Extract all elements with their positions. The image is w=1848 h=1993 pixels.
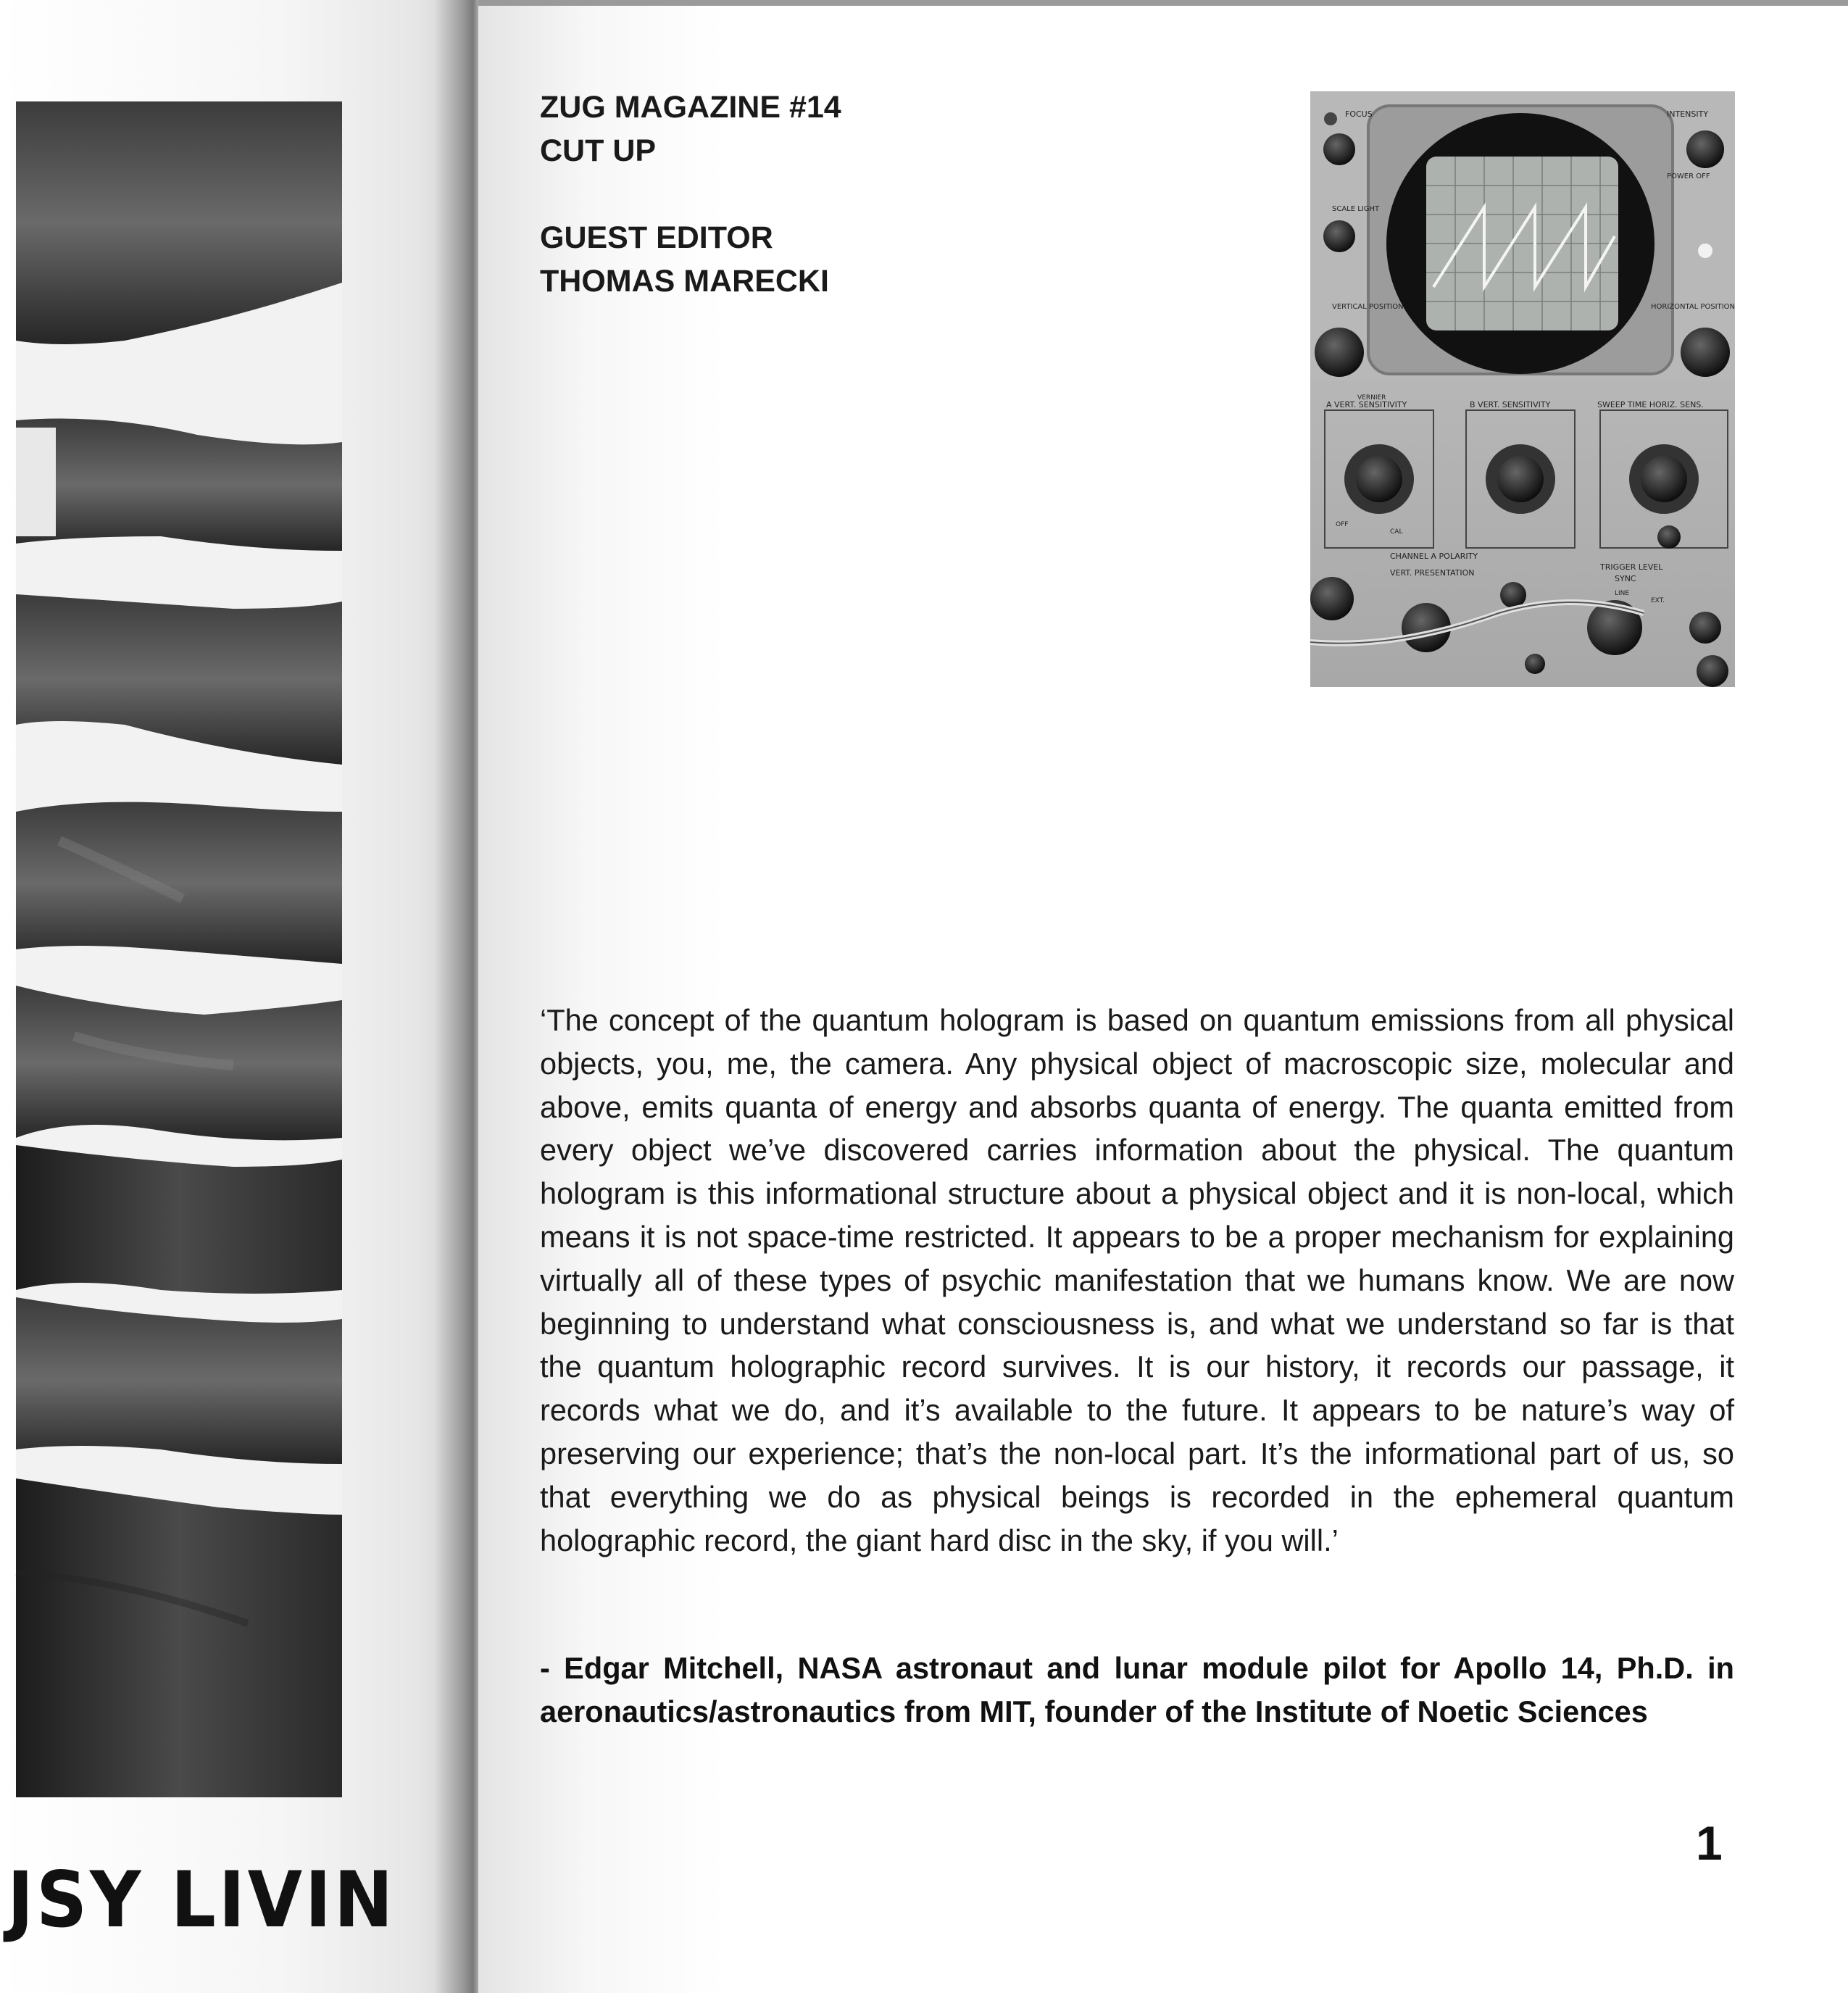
scale-light-label: SCALE LIGHT xyxy=(1332,205,1380,213)
sync-label: SYNC xyxy=(1615,574,1636,583)
issue-theme: CUT UP xyxy=(540,133,657,168)
arm-4 xyxy=(16,802,342,964)
quote-text: ‘The concept of the quantum hologram is based on quantum emissions from all physical objects, you, me, the camera. Any physical object of macroscopic size, molecular and above, emits quanta of energy and absorbs quanta of energy. The quanta emitted from every object we’ve discovered carries information about the physical. The quantum hologram is this informational structure about a physical object and it is non-local, which means it is not space-time restricted. It appears to be a proper mechanism for explaining virtually all of these types of psychic manifestation that we humans know. We are now beginning to understand what consciousness is, and what we understand so far is that the quantum holographic record survives. It is our history, it records our passage, it records what we do, and it’s available to the future. It appears to be nature’s way of preserving our experience; that’s the non-local part. It’s the informational part of us, so that everything we do as physical beings is recorded in the ephemeral quantum holographic record, the giant hard disc in the sky, if you will.’ xyxy=(540,1003,1734,1557)
power-off-label: POWER OFF xyxy=(1667,172,1710,180)
ext-label: EXT. xyxy=(1651,597,1665,604)
guest-editor-name: THOMAS MARECKI xyxy=(540,264,829,299)
vernier-label: VERNIER xyxy=(1357,394,1386,401)
cal-label: CAL xyxy=(1390,528,1403,536)
trigger-level-label: TRIGGER LEVEL xyxy=(1600,562,1663,572)
quote-attribution: - Edgar Mitchell, NASA astronaut and lunar module pilot for Apollo 14, Ph.D. in aeronautics/astronautics from MIT, founder of the Institute of Noetic Sciences xyxy=(540,1651,1734,1728)
intensity-label: INTENSITY xyxy=(1667,109,1709,119)
sweep-time-label: SWEEP TIME HORIZ. SENS. xyxy=(1597,400,1704,409)
page-number: 1 xyxy=(1696,1816,1723,1870)
focus-label: FOCUS xyxy=(1345,109,1373,119)
magazine-title: ZUG MAGAZINE #14 xyxy=(540,90,841,125)
b-vert-sensitivity-label: B VERT. SENSITIVITY xyxy=(1470,400,1551,409)
a-vert-sensitivity-label: A VERT. SENSITIVITY xyxy=(1326,400,1407,409)
arm-8 xyxy=(16,1478,342,1797)
left-page-bottom-text: JSY LIVIN xyxy=(7,1855,396,1944)
off-label: OFF xyxy=(1336,521,1349,528)
line-label: LINE xyxy=(1615,590,1630,597)
horizontal-position-label: HORIZONTAL POSITION xyxy=(1651,303,1736,311)
arm-6 xyxy=(16,1145,342,1294)
oscilloscope-photo xyxy=(1310,91,1735,687)
arms-photo xyxy=(16,101,342,1797)
vertical-position-label: VERTICAL POSITION xyxy=(1332,303,1404,311)
vert-presentation-label: VERT. PRESENTATION xyxy=(1390,568,1475,578)
guest-editor-label: GUEST EDITOR xyxy=(540,220,773,255)
page-top-edge xyxy=(478,0,1848,6)
channel-a-polarity-label: CHANNEL A POLARITY xyxy=(1390,552,1478,561)
